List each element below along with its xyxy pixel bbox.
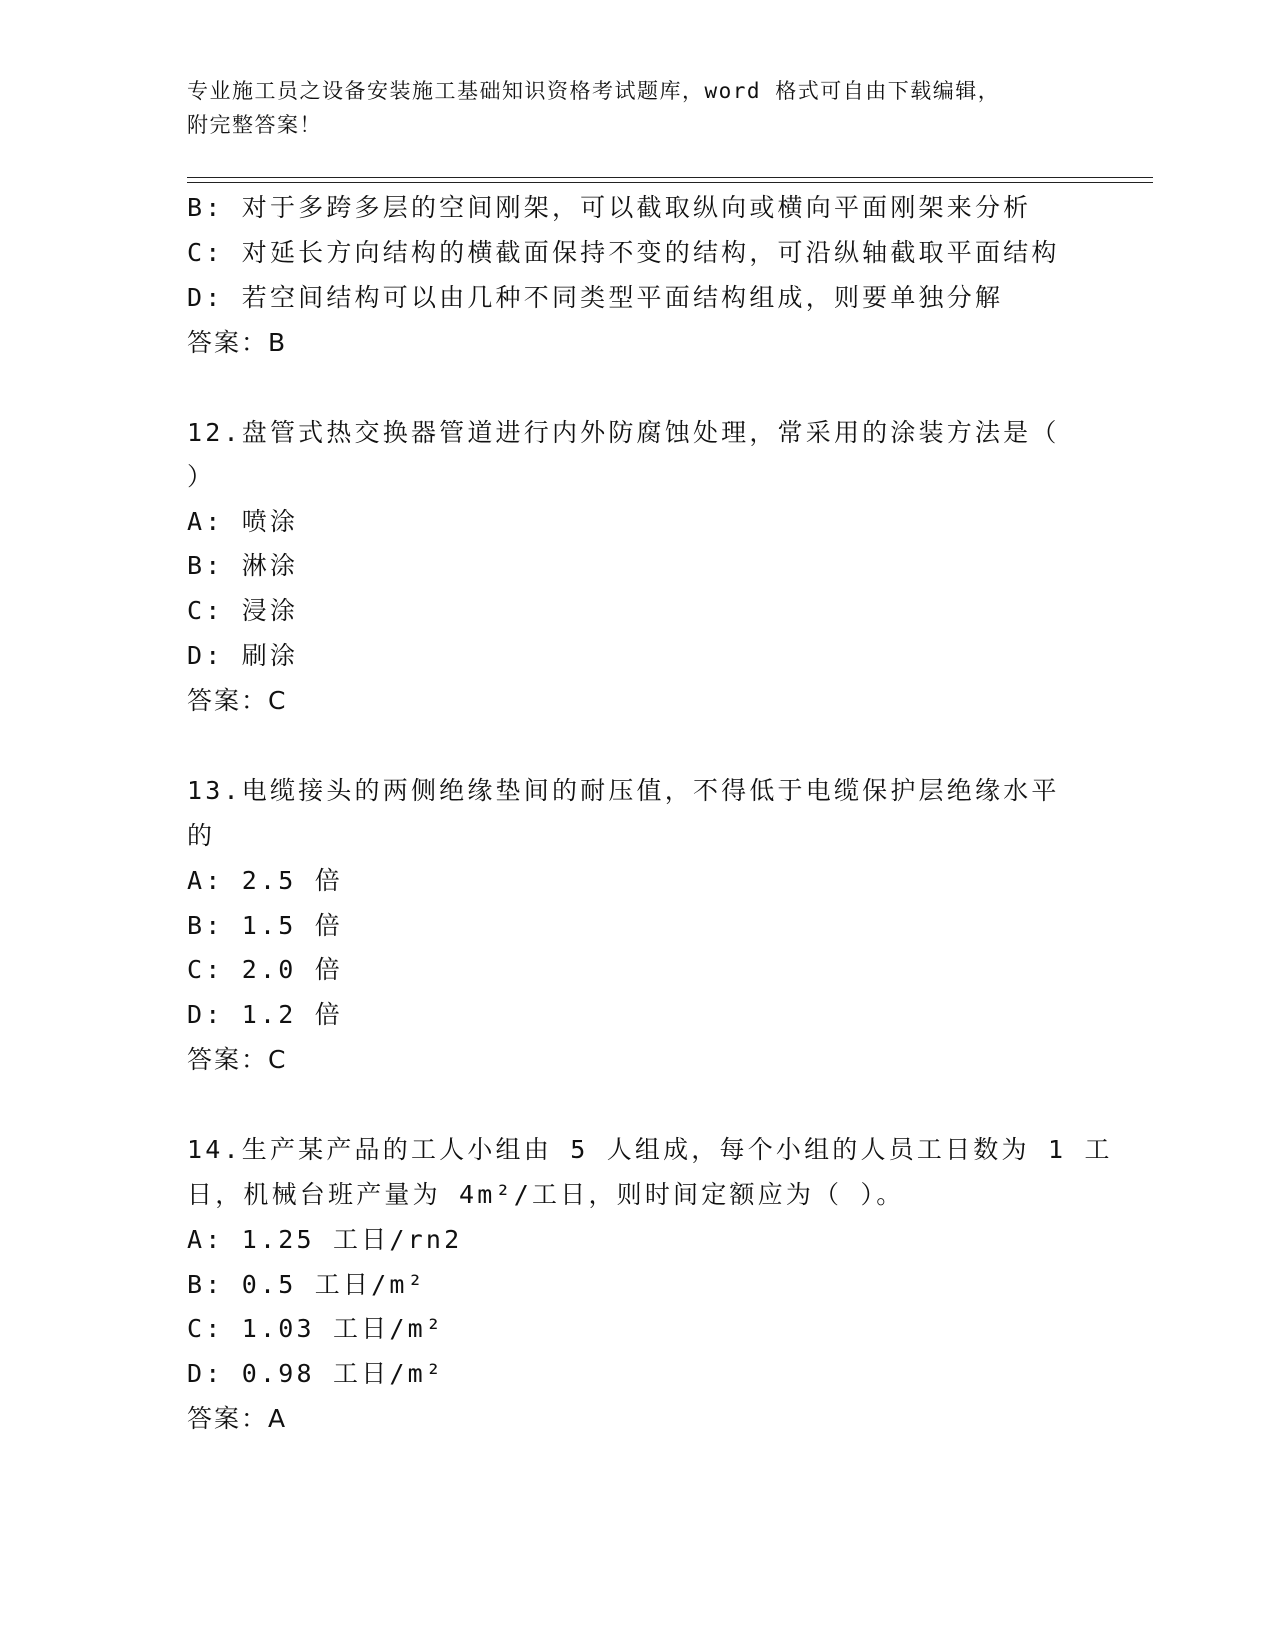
q14-stem-line-2: 日，机械台班产量为 4m²/工日，则时间定额应为（ ）。 [187,1180,905,1209]
q13-stem-line-2: 的 [187,821,216,850]
q12-option-c: C: 浸涂 [187,596,299,625]
q12-stem-line-1: 12.盘管式热交换器管道进行内外防腐蚀处理，常采用的涂装方法是（ [187,418,1060,447]
header-line-1: 专业施工员之设备安装施工基础知识资格考试题库，word 格式可自由下载编辑， [187,79,1001,103]
q14-option-c: C: 1.03 工日/m² [187,1314,445,1343]
q14-stem-line-1: 14.生产某产品的工人小组由 5 人组成，每个小组的人员工日数为 1 工 [187,1135,1113,1164]
q13-option-a: A: 2.5 倍 [187,866,343,895]
header-divider-top [187,177,1153,178]
prev-option-d: D: 若空间结构可以由几种不同类型平面结构组成，则要单独分解 [187,283,1004,312]
q14-option-a: A: 1.25 工日/rn2 [187,1225,463,1254]
q12-option-d: D: 刷涂 [187,641,299,670]
q12-answer: 答案：C [187,686,288,715]
q14-answer: 答案：A [187,1404,288,1433]
q13-option-b: B: 1.5 倍 [187,911,343,940]
document-header [187,74,1067,142]
q13-option-c: C: 2.0 倍 [187,955,343,984]
q12-option-b: B: 淋涂 [187,551,299,580]
header-line-2: 附完整答案！ [187,113,322,137]
header-divider-bottom [187,182,1153,183]
q12-option-a: A: 喷涂 [187,507,299,536]
prev-answer: 答案：B [187,328,288,357]
q13-option-d: D: 1.2 倍 [187,1000,343,1029]
q14-option-d: D: 0.98 工日/m² [187,1359,445,1388]
q12-stem-line-2: ） [187,462,216,491]
q13-stem-line-1: 13.电缆接头的两侧绝缘垫间的耐压值，不得低于电缆保护层绝缘水平 [187,776,1060,805]
prev-option-c: C: 对延长方向结构的横截面保持不变的结构，可沿纵轴截取平面结构 [187,238,1060,267]
q14-option-b: B: 0.5 工日/m² [187,1270,426,1299]
prev-option-b: B: 对于多跨多层的空间刚架，可以截取纵向或横向平面刚架来分析 [187,193,1032,222]
q13-answer: 答案：C [187,1045,288,1074]
